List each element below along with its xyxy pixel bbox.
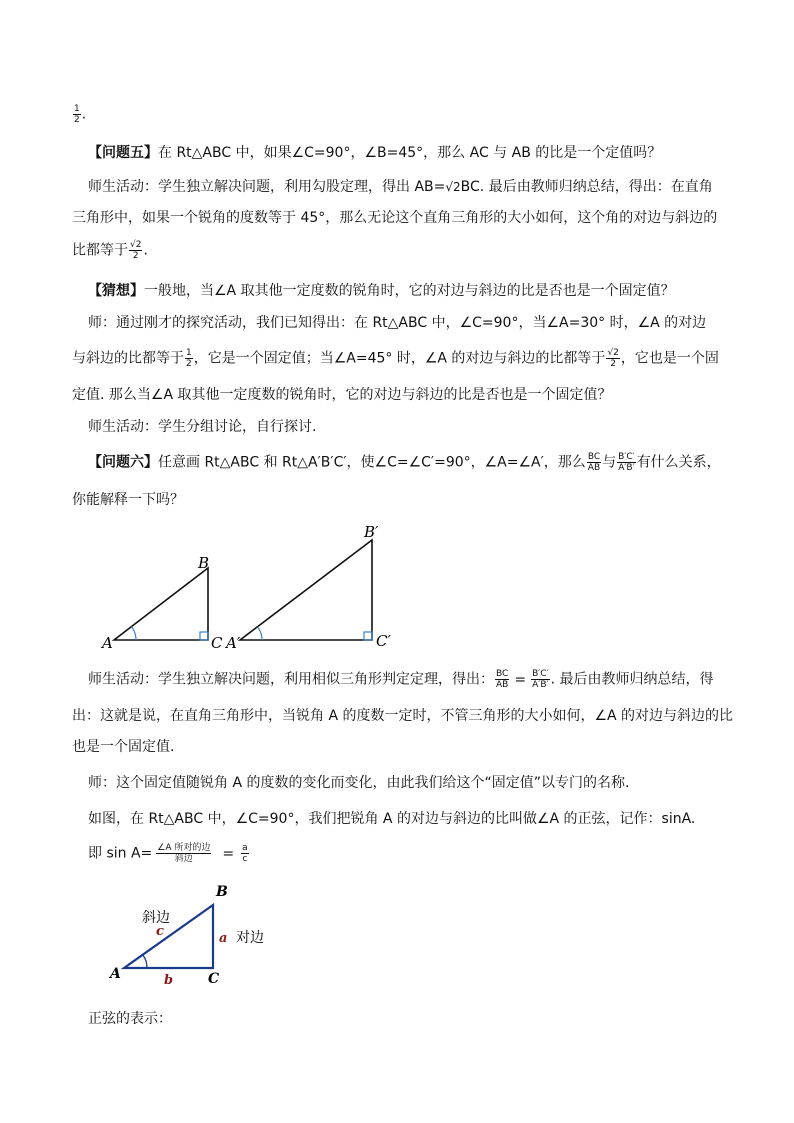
sine-representation: 正弦的表示： — [88, 1011, 172, 1027]
fragment-suffix: . — [81, 106, 87, 123]
question-six-label: 【问题六】 — [88, 454, 158, 471]
right-angle-mark — [200, 632, 208, 640]
activity-three-line2: 出：这就是说，在直角三角形中，当锐角 A 的度数一定时，不管三角形的大小如何，∠A 的对边与斜边的比 — [72, 708, 734, 724]
triangle-a-prime-b-prime-c-prime — [224, 523, 391, 652]
activity-one-line2: 三角形中，如果一个锐角的度数等于 45°，那么无论这个直角三角形的大小如何，这个角的对边与斜边的 — [72, 210, 718, 226]
question-six-line2: 你能解释一下吗？ — [72, 492, 184, 508]
fraction-denominator: 斜边 — [174, 854, 193, 864]
side-c-label: c — [156, 924, 164, 939]
top-fraction-fragment — [72, 104, 86, 125]
fraction-denominator: AB — [496, 680, 509, 690]
activity-one-line1 — [88, 177, 713, 197]
activity-three-line1 — [88, 669, 714, 690]
triangle-abc — [100, 554, 223, 652]
sine-formula — [88, 843, 250, 864]
question-five-label: 【问题五】 — [88, 145, 158, 161]
fraction-numerator: √2 — [607, 348, 619, 358]
teacher-two: 师：这个固定值随锐角 A 的度数的变化而变化，由此我们给这个“固定值”以专门的名称. — [88, 775, 630, 791]
fraction-denominator: 2 — [74, 115, 80, 125]
question-six-text-b: 有什么关系， — [636, 454, 721, 471]
triangle-abc-shape — [114, 568, 208, 640]
question-five — [88, 143, 661, 163]
question-six-text-a: 任意画 Rt△ABC 和 Rt△A′B′C′，使∠C=∠C′=90°，∠A=∠A′，那么 — [158, 454, 586, 471]
vertex-b-label: B — [198, 554, 210, 572]
activity-one-text-b: BC. 最后由教师归纳总结，得出：在直角 — [460, 179, 713, 195]
vertex-a-label: A — [110, 966, 121, 982]
vertex-c-label: C — [208, 971, 220, 987]
activity-two: 师生活动：学生分组讨论，自行探讨. — [88, 419, 317, 435]
fraction — [156, 843, 211, 864]
equals-sign: = — [514, 671, 527, 688]
angle-a-arc — [143, 955, 147, 968]
teacher-one-line3: 定值. 那么当∠A 取其他一定度数的锐角时，它的对边与斜边的比是否也是一个固定值？ — [72, 387, 612, 403]
fraction-numerator: √2 — [130, 240, 142, 250]
fraction-numerator: B′C′ — [532, 669, 549, 679]
fraction — [531, 669, 550, 690]
teacher-one-line1: 师：通过刚才的探究活动，我们已知得出：在 Rt△ABC 中，∠C=90°，当∠A=30° 时，∠A 的对边 — [88, 315, 707, 331]
teacher-one-text-b: ，它是一个固定值；当∠A=45° 时，∠A 的对边与斜边的比都等于 — [193, 350, 606, 367]
activity-one-text-a: 师生活动：学生独立解决问题，利用勾股定理，得出 AB= — [88, 179, 446, 195]
fraction-denominator: AB — [587, 463, 601, 473]
right-angle-mark — [364, 632, 372, 640]
fraction-numerator: BC — [587, 452, 601, 462]
fraction-denominator: 2 — [186, 359, 192, 369]
vertex-b-label: B — [216, 884, 228, 900]
fraction — [617, 452, 636, 473]
fraction-numerator: 1 — [74, 104, 80, 114]
vertex-a-label: A — [102, 634, 113, 652]
fraction — [587, 452, 601, 473]
fraction — [606, 348, 619, 369]
question-five-text: 在 Rt△ABC 中，如果∠C=90°，∠B=45°，那么 AC 与 AB 的比是一个定值吗？ — [158, 145, 662, 161]
fraction-denominator: 2 — [610, 359, 617, 369]
fraction-numerator: B′C′ — [618, 452, 635, 462]
vertex-b-prime-label: B′ — [364, 523, 379, 541]
fraction-denominator: 2 — [132, 251, 139, 261]
question-six-mid: 与 — [602, 454, 617, 471]
activity-one-line3-text: 比都等于 — [72, 242, 128, 259]
similar-triangles-figure — [98, 520, 408, 655]
angle-a-prime-arc — [258, 627, 263, 640]
hypotenuse-label: 斜边 — [142, 910, 170, 926]
vertex-c-prime-label: C′ — [376, 632, 391, 650]
fraction-numerator: ∠A 所对的边 — [157, 843, 211, 853]
vertex-c-label: C — [211, 634, 223, 652]
fraction-denominator: A′B′ — [532, 680, 549, 690]
vertex-a-prime-label: A′ — [226, 634, 241, 652]
teacher-one-text-a: 与斜边的比都等于 — [72, 350, 184, 367]
sine-triangle-figure — [100, 880, 290, 990]
opposite-side-label: 对边 — [236, 930, 264, 946]
angle-a-arc — [132, 627, 137, 640]
triangle-prime-shape — [240, 540, 372, 640]
fraction — [73, 104, 81, 125]
fraction-numerator: a — [242, 843, 248, 853]
teacher-one-text-c: ，它也是一个固 — [620, 350, 719, 367]
question-six-line1 — [88, 452, 721, 473]
fraction-denominator: c — [242, 854, 248, 864]
activity-three-text-a: 师生活动：学生独立解决问题，利用相似三角形判定定理，得出： — [88, 671, 494, 688]
activity-one-line3-end: . — [143, 242, 148, 259]
equals-sign: = — [222, 845, 235, 862]
sqrt-symbol: √2 — [445, 180, 461, 194]
fraction-numerator: 1 — [186, 348, 192, 358]
activity-three-text-b: . 最后由教师归纳总结，得 — [550, 671, 714, 688]
sine-definition: 如图，在 Rt△ABC 中，∠C=90°，我们把锐角 A 的对边与斜边的比叫做∠A 的正弦，记作：sinA. — [88, 811, 696, 827]
conjecture-label: 【猜想】 — [88, 283, 144, 299]
formula-prefix: 即 sin A= — [88, 845, 153, 862]
teacher-one-line2 — [72, 348, 719, 369]
side-a-label: a — [219, 931, 228, 946]
fraction — [241, 843, 249, 864]
fraction — [185, 348, 193, 369]
side-b-label: b — [164, 973, 174, 988]
activity-three-line3: 也是一个固定值. — [72, 739, 175, 755]
activity-one-line3 — [72, 240, 148, 261]
conjecture — [88, 281, 675, 301]
fraction-denominator: A′B′ — [618, 463, 635, 473]
fraction — [495, 669, 509, 690]
fraction-numerator: BC — [496, 669, 509, 679]
fraction — [129, 240, 142, 261]
conjecture-text: 一般地，当∠A 取其他一定度数的锐角时，它的对边与斜边的比是否也是一个固定值？ — [144, 283, 675, 299]
